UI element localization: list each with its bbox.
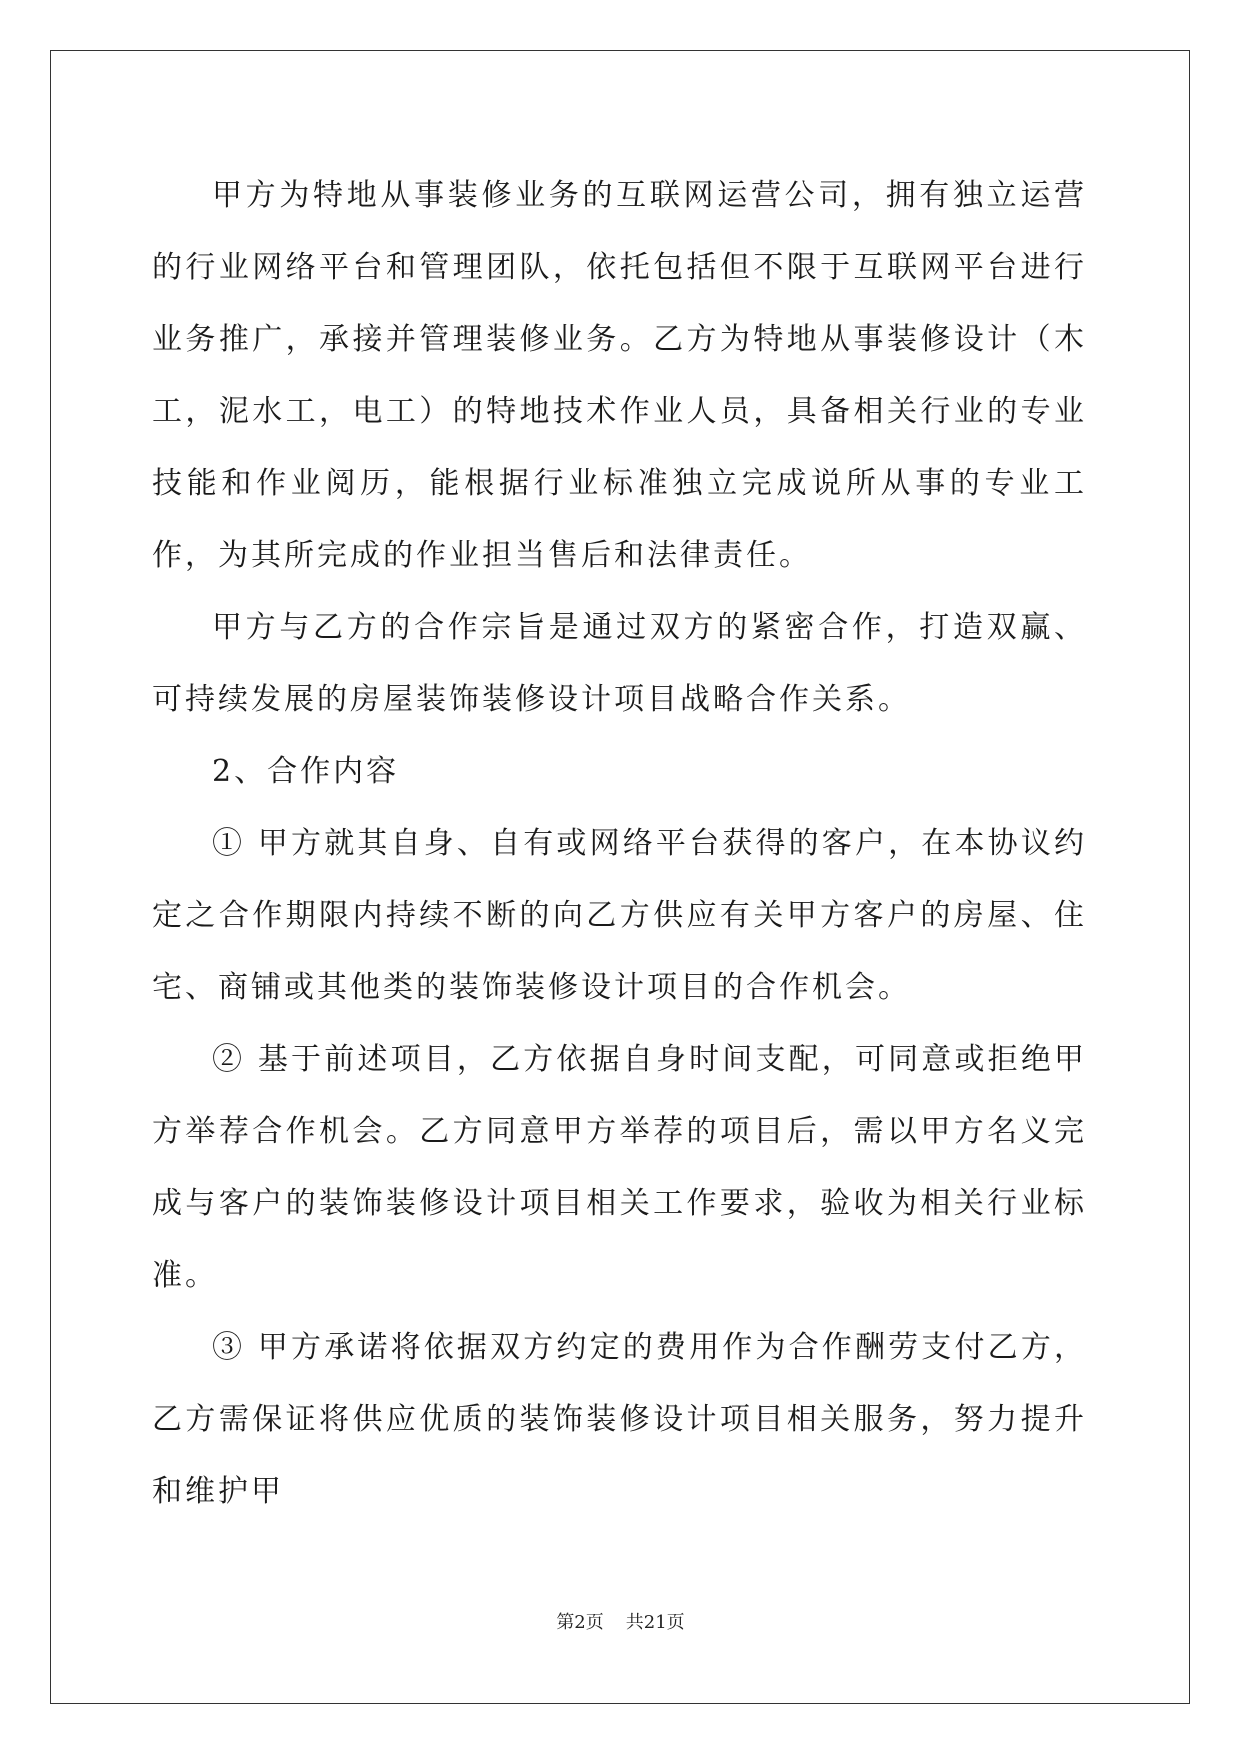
paragraph-purpose: 甲方与乙方的合作宗旨是通过双方的紧密合作，打造双赢、可持续发展的房屋装饰装修设计项目战略合作关系。 [152,610,1087,717]
paragraph-clause-2: ② 基于前述项目，乙方依据自身时间支配，可同意或拒绝甲方举荐合作机会。乙方同意甲方举荐的项目后，需以甲方名义完成与客户的装饰装修设计项目相关工作要求，验收为相关行业标准。 [152,1042,1087,1293]
document-body [152,160,1087,1528]
paragraph-clause-3: ③ 甲方承诺将依据双方约定的费用作为合作酬劳支付乙方，乙方需保证将供应优质的装饰装修设计项目相关服务，努力提升和维护甲 [152,1330,1087,1509]
paragraph-intro: 甲方为特地从事装修业务的互联网运营公司，拥有独立运营的行业网络平台和管理团队，依托包括但不限于互联网平台进行业务推广，承接并管理装修业务。乙方为特地从事装修设计（木工，泥水工，电工）的特地技术作业人员，具备相关行业的专业技能和作业阅历，能根据行业标准独立完成说所从事的专业工作，为其所完成的作业担当售后和法律责任。 [152,178,1087,573]
page-footer [0,1608,1241,1634]
page-total: 共21页 [625,1612,685,1633]
paragraph-clause-1: ① 甲方就其自身、自有或网络平台获得的客户，在本协议约定之合作期限内持续不断的向乙方供应有关甲方客户的房屋、住宅、商铺或其他类的装饰装修设计项目的合作机会。 [152,826,1087,1005]
section-heading-cooperation-content: 2、合作内容 [212,754,400,789]
page-number: 第2页 [556,1612,604,1633]
